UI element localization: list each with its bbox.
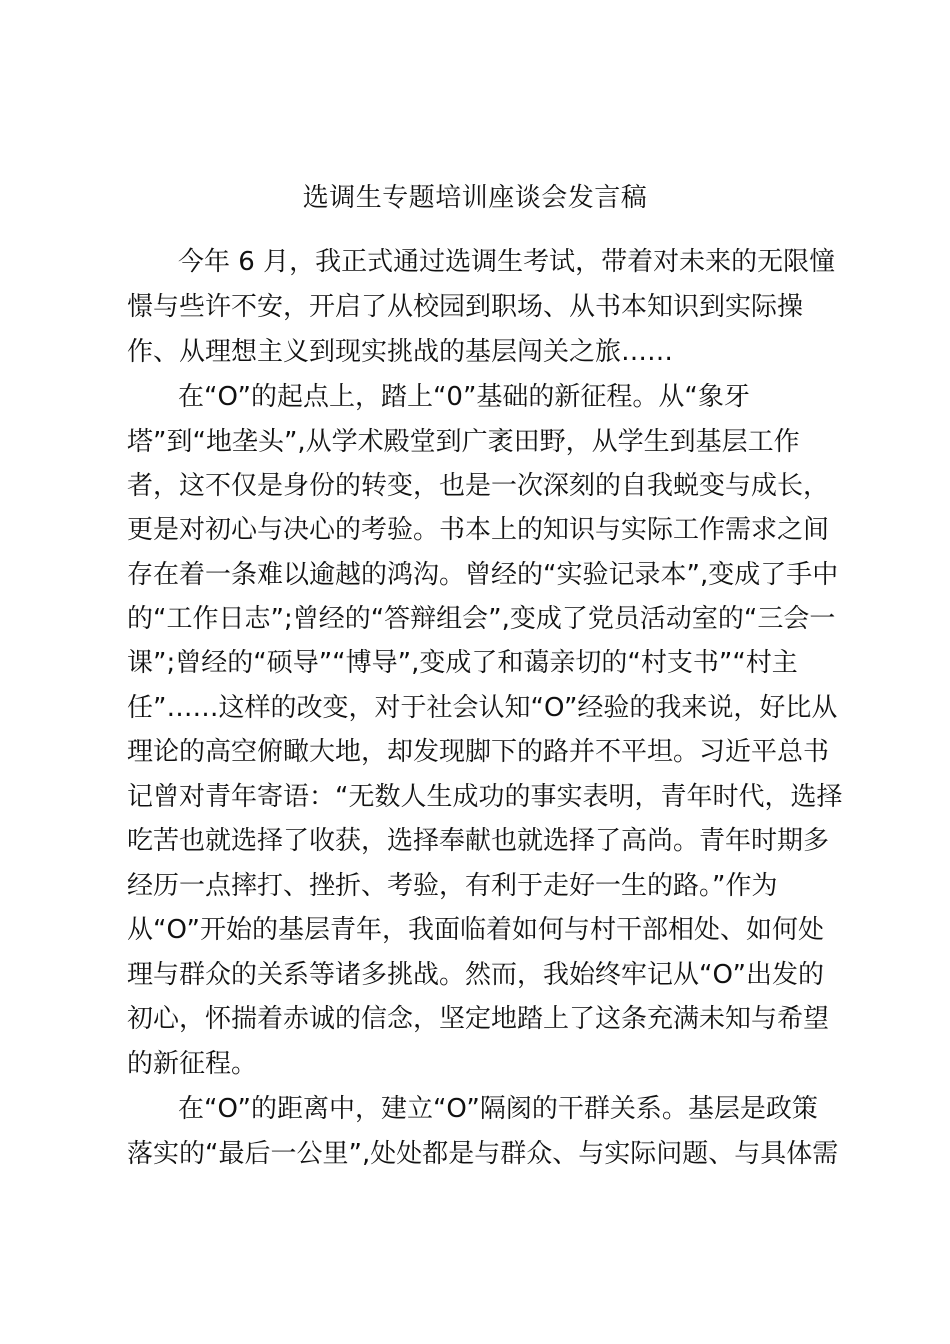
paragraph-line: 今年 6 月，我正式通过选调生考试，带着对未来的无限憧 xyxy=(178,247,836,277)
paragraph-line: 理与群众的关系等诸多挑战。然而，我始终牢记从“O”出发的 xyxy=(127,960,824,990)
paragraph-line: 初心，怀揣着赤诚的信念，坚定地踏上了这条充满未知与希望 xyxy=(127,1004,830,1034)
paragraph-line: 任”……这样的改变，对于社会认知“O”经验的我来说，好比从 xyxy=(127,693,838,723)
paragraph-line: 课”;曾经的“硕导”“博导”,变成了和蔼亲切的“村支书”“村主 xyxy=(127,648,798,678)
paragraph-line: 作、从理想主义到现实挑战的基层闯关之旅…… xyxy=(127,337,674,367)
paragraph-line: 经历一点摔打、挫折、考验，有利于走好一生的路。”作为 xyxy=(127,871,778,901)
paragraph-line: 理论的高空俯瞰大地，却发现脚下的路并不平坦。习近平总书 xyxy=(127,737,830,767)
paragraph-line: 落实的“最后一公里”,处处都是与群众、与实际问题、与具体需 xyxy=(127,1139,839,1169)
paragraph-line: 者，这不仅是身份的转变，也是一次深刻的自我蜕变与成长， xyxy=(127,471,830,501)
paragraph-line: 塔”到“地垄头”,从学术殿堂到广袤田野，从学生到基层工作 xyxy=(127,427,800,457)
paragraph-line: 吃苦也就选择了收获，选择奉献也就选择了高尚。青年时期多 xyxy=(127,826,830,856)
paragraph-line: 的“工作日志”;曾经的“答辩组会”,变成了党员活动室的“三会一 xyxy=(127,604,836,634)
paragraph-line: 在“O”的起点上，踏上“0”基础的新征程。从“象牙 xyxy=(178,382,750,412)
paragraph-line: 更是对初心与决心的考验。书本上的知识与实际工作需求之间 xyxy=(127,515,830,545)
document-title: 选调生专题培训座谈会发言稿 xyxy=(302,183,648,213)
paragraph-line: 记曾对青年寄语：“无数人生成功的事实表明，青年时代，选择 xyxy=(127,782,843,812)
paragraph-line: 在“O”的距离中，建立“O”隔阂的干群关系。基层是政策 xyxy=(178,1094,818,1124)
paragraph-line: 从“O”开始的基层青年，我面临着如何与村干部相处、如何处 xyxy=(127,915,824,945)
paragraph-line: 的新征程。 xyxy=(127,1049,258,1079)
paragraph-line: 存在着一条难以逾越的鸿沟。曾经的“实验记录本”,变成了手中 xyxy=(127,560,839,590)
paragraph-line: 憬与些许不安，开启了从校园到职场、从书本知识到实际操 xyxy=(127,292,804,322)
